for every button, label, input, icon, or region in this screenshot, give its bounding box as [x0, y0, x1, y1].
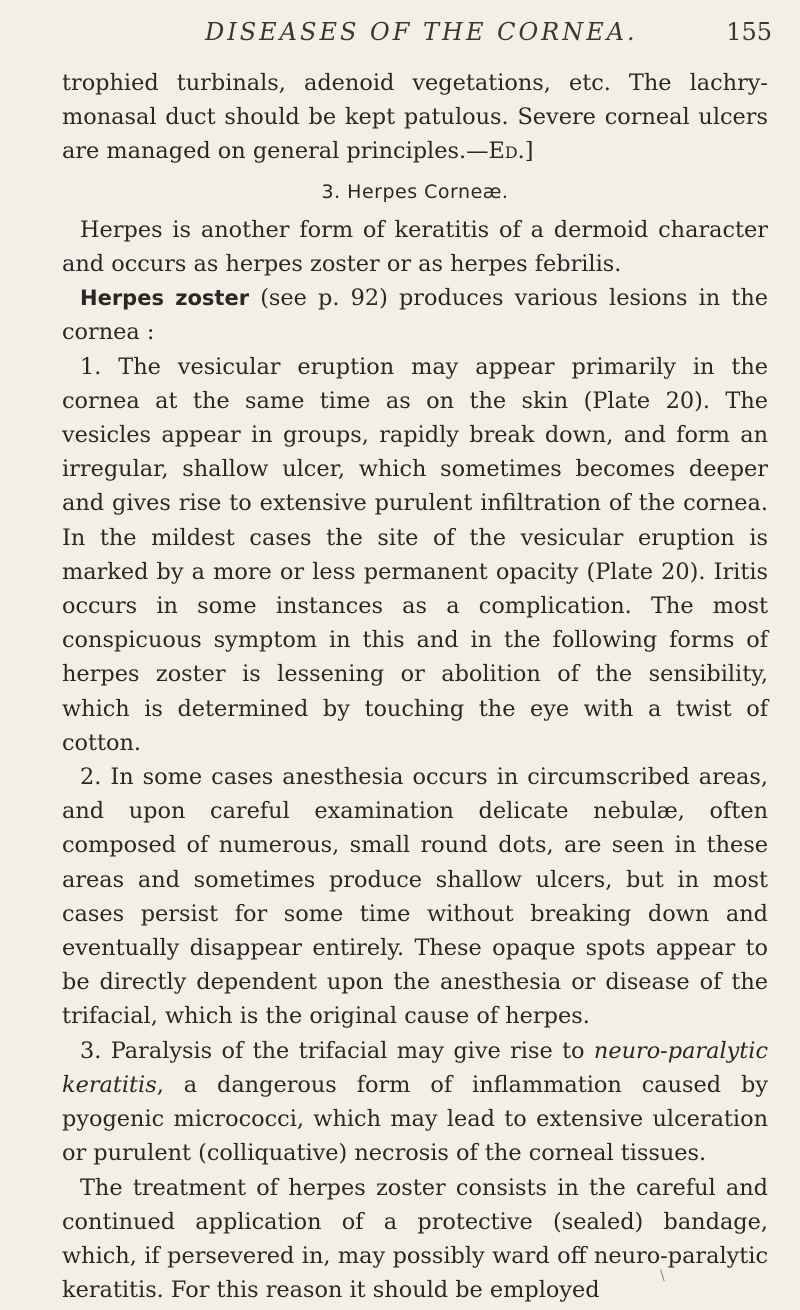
- paragraph-item-3-post: , a dangerous form of inflammation caused by pyogenic micrococci, which may lead to extensive ulceration or purulent (colliquative) necrosis of the corneal tissues.: [62, 1071, 768, 1167]
- paragraph-herpes: Herpes is another form of keratitis of a dermoid character and occurs as herpes zoster or as herpes febrilis.: [62, 216, 768, 278]
- page-number: 155: [726, 18, 772, 46]
- running-head: [0, 18, 800, 48]
- paragraph-item-2: 2. In some cases anesthesia occurs in circumscribed areas, and upon careful examination delicate nebulæ, often composed of numerous, small round dots, are seen in these areas and sometimes produce shallow ulcers, but in most cases persist for some time without breaking down and eventually disappear entirely. These opaque spots appear to be directly dependent upon the anesthesia or disease of the trifacial, which is the original cause of herpes.: [62, 764, 768, 1030]
- term-herpes-zoster: Herpes zoster: [80, 286, 250, 311]
- running-title: DISEASES OF THE CORNEA.: [205, 18, 638, 46]
- paragraph-item-1: 1. The vesicular eruption may appear primarily in the cornea at the same time as on the skin (Plate 20). The vesicles appear in groups, rapidly break down, and form an irregular, shallow ulcer, which sometimes becomes deeper and gives rise to extensive purulent infiltration of the cornea. In the mildest cases the site of the vesicular eruption is marked by a more or less permanent opacity (Plate 20). Iritis occurs in some instances as a complication. The most conspicuous symptom in this and in the following forms of herpes zoster is lessening or abolition of the sensibility, which is determined by touching the eye with a twist of cotton.: [62, 353, 768, 756]
- bracket-close: ]: [524, 138, 534, 165]
- paragraph-intro: [62, 66, 768, 169]
- paragraph-item-3-pre: 3. Paralysis of the trifacial may give rise to: [80, 1037, 594, 1064]
- paragraph-intro-text: trophied turbinals, adenoid vegetations, etc. The lachry-monasal duct should be kept patulous. Severe corneal ulcers are managed on general principles.—: [62, 70, 768, 165]
- page-body: [62, 66, 768, 1307]
- paragraph-treatment: The treatment of herpes zoster consists in the careful and continued application of a protective (sealed) bandage, which, if persevered in, may possibly ward off neuro-paralytic keratitis. For this reason it should be employed: [62, 1174, 768, 1304]
- term-neuro-paralytic-keratitis: neuro-paralytic keratitis: [62, 1037, 768, 1098]
- stray-mark: \: [660, 1268, 665, 1284]
- paragraph-zoster-text: (see p. 92) produces various lesions in the cornea :: [62, 285, 769, 346]
- paragraph-item-3: [62, 1034, 768, 1171]
- paragraph-zoster: [62, 281, 768, 349]
- editor-mark: Ed.: [488, 138, 525, 165]
- section-heading: 3. Herpes Corneæ.: [321, 180, 509, 203]
